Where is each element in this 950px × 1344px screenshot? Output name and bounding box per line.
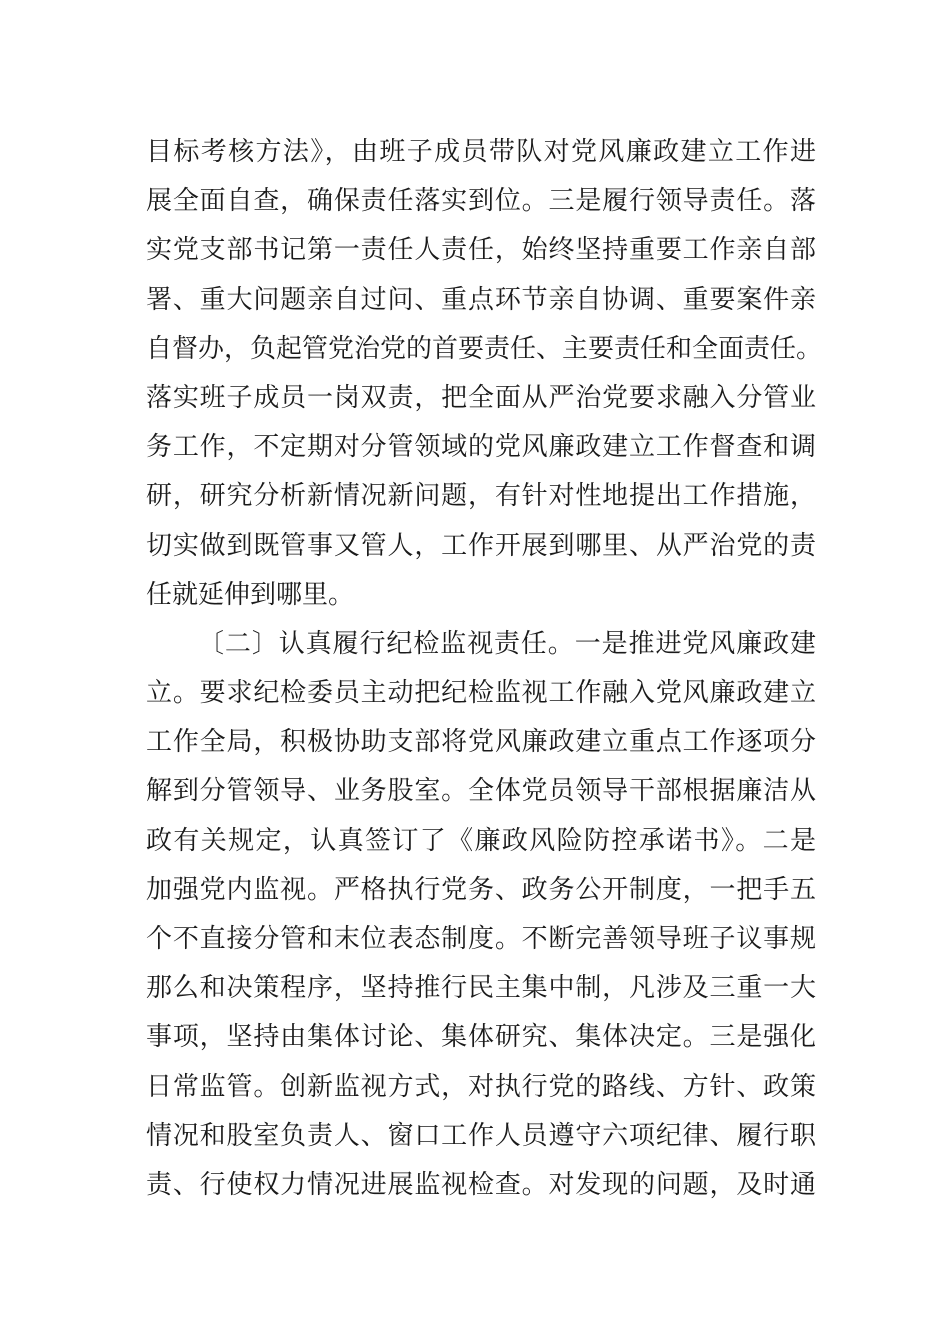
paragraph-2 [146, 620, 816, 1210]
text-line: 情况和股室负责人、窗口工作人员遵守六项纪律、履行职 [146, 1120, 816, 1151]
text-line: 展全面自查，确保责任落实到位。三是履行领导责任。落 [146, 186, 816, 217]
text-line: 署、重大问题亲自过问、重点环节亲自协调、重要案件亲 [146, 284, 816, 315]
text-line: 务工作，不定期对分管领域的党风廉政建立工作督查和调 [146, 432, 816, 463]
text-line: 责、行使权力情况进展监视检查。对发现的问题，及时通 [146, 1169, 816, 1200]
text-line: 个不直接分管和末位表态制度。不断完善领导班子议事规 [146, 924, 816, 954]
text-line: 目标考核方法》，由班子成员带队对党风廉政建立工作进 [146, 137, 816, 167]
text-line: 任就延伸到哪里。 [146, 579, 355, 610]
text-line: 加强党内监视。严格执行党务、政务公开制度，一把手五 [146, 874, 816, 905]
text-line: 解到分管领导、业务股室。全体党员领导干部根据廉洁从 [146, 776, 816, 807]
text-line: 立。要求纪检委员主动把纪检监视工作融入党风廉政建立 [146, 678, 816, 709]
paragraph-1 [146, 128, 823, 620]
text-line: 日常监管。创新监视方式，对执行党的路线、方针、政策 [146, 1071, 816, 1102]
text-line: 落实班子成员一岗双责，把全面从严治党要求融入分管业 [146, 382, 816, 413]
text-line: 实党支部书记第一责任人责任，始终坚持重要工作亲自部 [146, 235, 816, 266]
text-line: 政有关规定，认真签订了《廉政风险防控承诺书》。二是 [146, 825, 816, 856]
text-line: 工作全局，积极协助支部将党风廉政建立重点工作逐项分 [146, 727, 816, 758]
text-line: 〔二〕认真履行纪检监视责任。一是推进党风廉政建 [198, 628, 816, 659]
text-line: 那么和决策程序，坚持推行民主集中制，凡涉及三重一大 [146, 973, 816, 1004]
body-text [146, 128, 823, 1210]
text-line: 事项，坚持由集体讨论、集体研究、集体决定。三是强化 [146, 1022, 816, 1053]
text-line: 切实做到既管事又管人，工作开展到哪里、从严治党的责 [146, 530, 816, 561]
text-line: 研，研究分析新情况新问题，有针对性地提出工作措施， [146, 481, 816, 512]
text-line: 自督办，负起管党治党的首要责任、主要责任和全面责任。 [146, 333, 823, 364]
